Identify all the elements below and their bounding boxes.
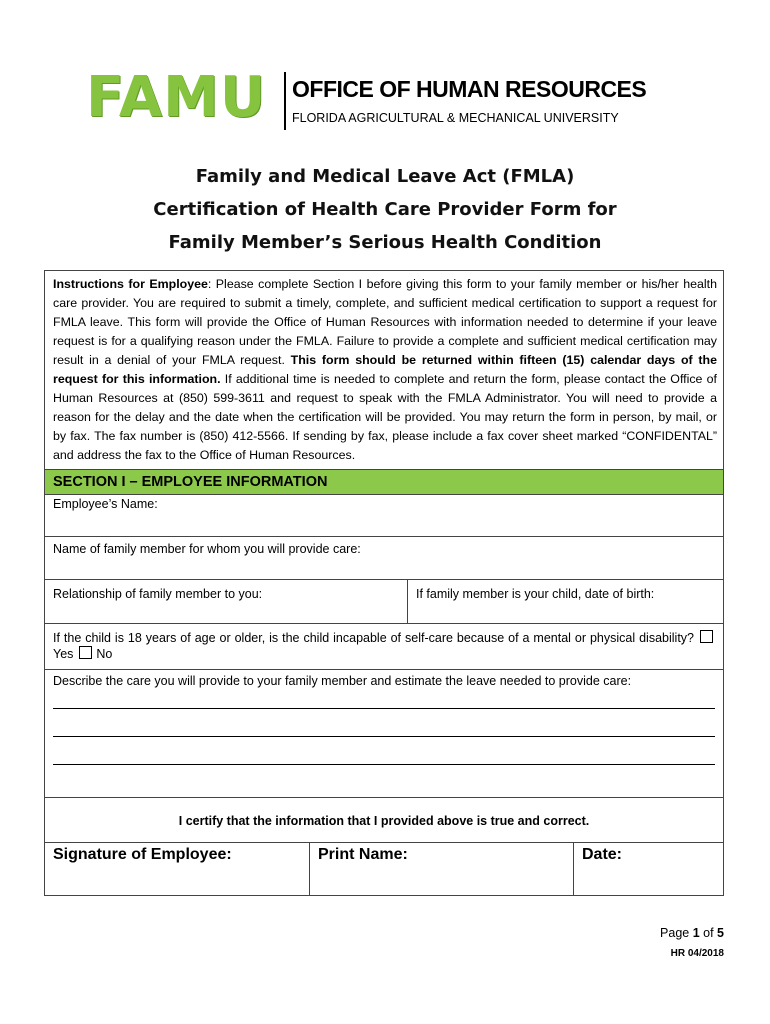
- instructions-deadline: This form should be returned within fifteen (15) calendar days of the request for this information.: [53, 353, 717, 386]
- relationship-row: [45, 580, 723, 624]
- form-title-block: [0, 160, 770, 259]
- date-label: Date:: [582, 846, 623, 863]
- print-name-field[interactable]: [309, 843, 573, 895]
- family-member-name-field[interactable]: [45, 537, 723, 580]
- no-checkbox[interactable]: [79, 646, 92, 659]
- page-prefix: Page: [660, 926, 693, 940]
- form-title-line-3: Family Member’s Serious Health Condition: [168, 232, 602, 253]
- employee-name-label: Employee’s Name:: [53, 497, 158, 511]
- form-title-line-2: Certification of Health Care Provider Form for: [153, 199, 617, 220]
- form-title-line-1: Family and Medical Leave Act (FMLA): [195, 166, 575, 187]
- instructions-label: Instructions for Employee: [53, 277, 208, 291]
- form-code: HR 04/2018: [670, 948, 724, 959]
- date-field[interactable]: [573, 843, 723, 895]
- answer-line[interactable]: [53, 708, 715, 709]
- office-title: OFFICE OF HUMAN RESOURCES: [292, 76, 647, 102]
- employee-name-field[interactable]: [45, 495, 723, 537]
- page-number: [660, 926, 724, 940]
- no-label: No: [96, 647, 113, 661]
- child-dob-label: If family member is your child, date of birth:: [416, 587, 655, 601]
- relationship-field[interactable]: [45, 580, 407, 623]
- child-dob-field[interactable]: [407, 580, 723, 623]
- header-divider: [284, 72, 286, 130]
- disability-question-row: [45, 624, 723, 670]
- disability-question-text: If the child is 18 years of age or older, is the child incapable of self-care because of a mental or physical disability?: [53, 631, 694, 645]
- employee-instructions: [45, 271, 723, 469]
- page-header: [86, 65, 686, 134]
- care-description-field[interactable]: [45, 670, 723, 798]
- section-1-heading: SECTION I – EMPLOYEE INFORMATION: [45, 469, 723, 495]
- yes-checkbox[interactable]: [700, 630, 713, 643]
- university-name: FLORIDA AGRICULTURAL & MECHANICAL UNIVERSITY: [292, 111, 619, 125]
- certification-statement: I certify that the information that I provided above is true and correct.: [45, 798, 723, 843]
- page-current: 1: [692, 926, 700, 940]
- answer-line[interactable]: [53, 764, 715, 765]
- instructions-text-2: If additional time is needed to complete and return the form, please contact the Office of Human Resources at (850) 599-3611 and request to speak with the FMLA Administrator. You will need to provide a reason for the delay and the date when the certification will be provided. You may return the form in person, by mail, or by fax. The fax number is (850) 412-5566. If sending by fax, please include a fax cover sheet marked “CONFIDENTAL” and address the fax to the Office of Human Resources.: [53, 372, 717, 462]
- signature-label: Signature of Employee:: [53, 846, 232, 863]
- family-member-name-label: Name of family member for whom you will provide care:: [53, 542, 361, 556]
- care-description-label: Describe the care you will provide to your family member and estimate the leave needed to provide care:: [53, 674, 632, 688]
- answer-line[interactable]: [53, 736, 715, 737]
- signature-row: [45, 843, 723, 895]
- famu-logo: FAMU: [86, 65, 267, 130]
- yes-label: Yes: [53, 647, 74, 661]
- instructions-text-1: : Please complete Section I before giving this form to your family member or his/her health care provider. You are required to submit a timely, complete, and sufficient medical certification to support a request for FMLA leave. This form will provide the Office of Human Resources with information needed to determine if your leave request is for a qualifying reason under the FMLA. Failure to provide a complete and sufficient medical certification may result in a denial of your FMLA request.: [53, 277, 717, 367]
- disability-question: [45, 624, 723, 662]
- print-name-label: Print Name:: [318, 846, 408, 863]
- page-of: of: [699, 926, 718, 940]
- relationship-label: Relationship of family member to you:: [53, 587, 263, 601]
- page-total: 5: [717, 926, 724, 940]
- fmla-form: [44, 270, 724, 896]
- signature-field[interactable]: [45, 843, 309, 895]
